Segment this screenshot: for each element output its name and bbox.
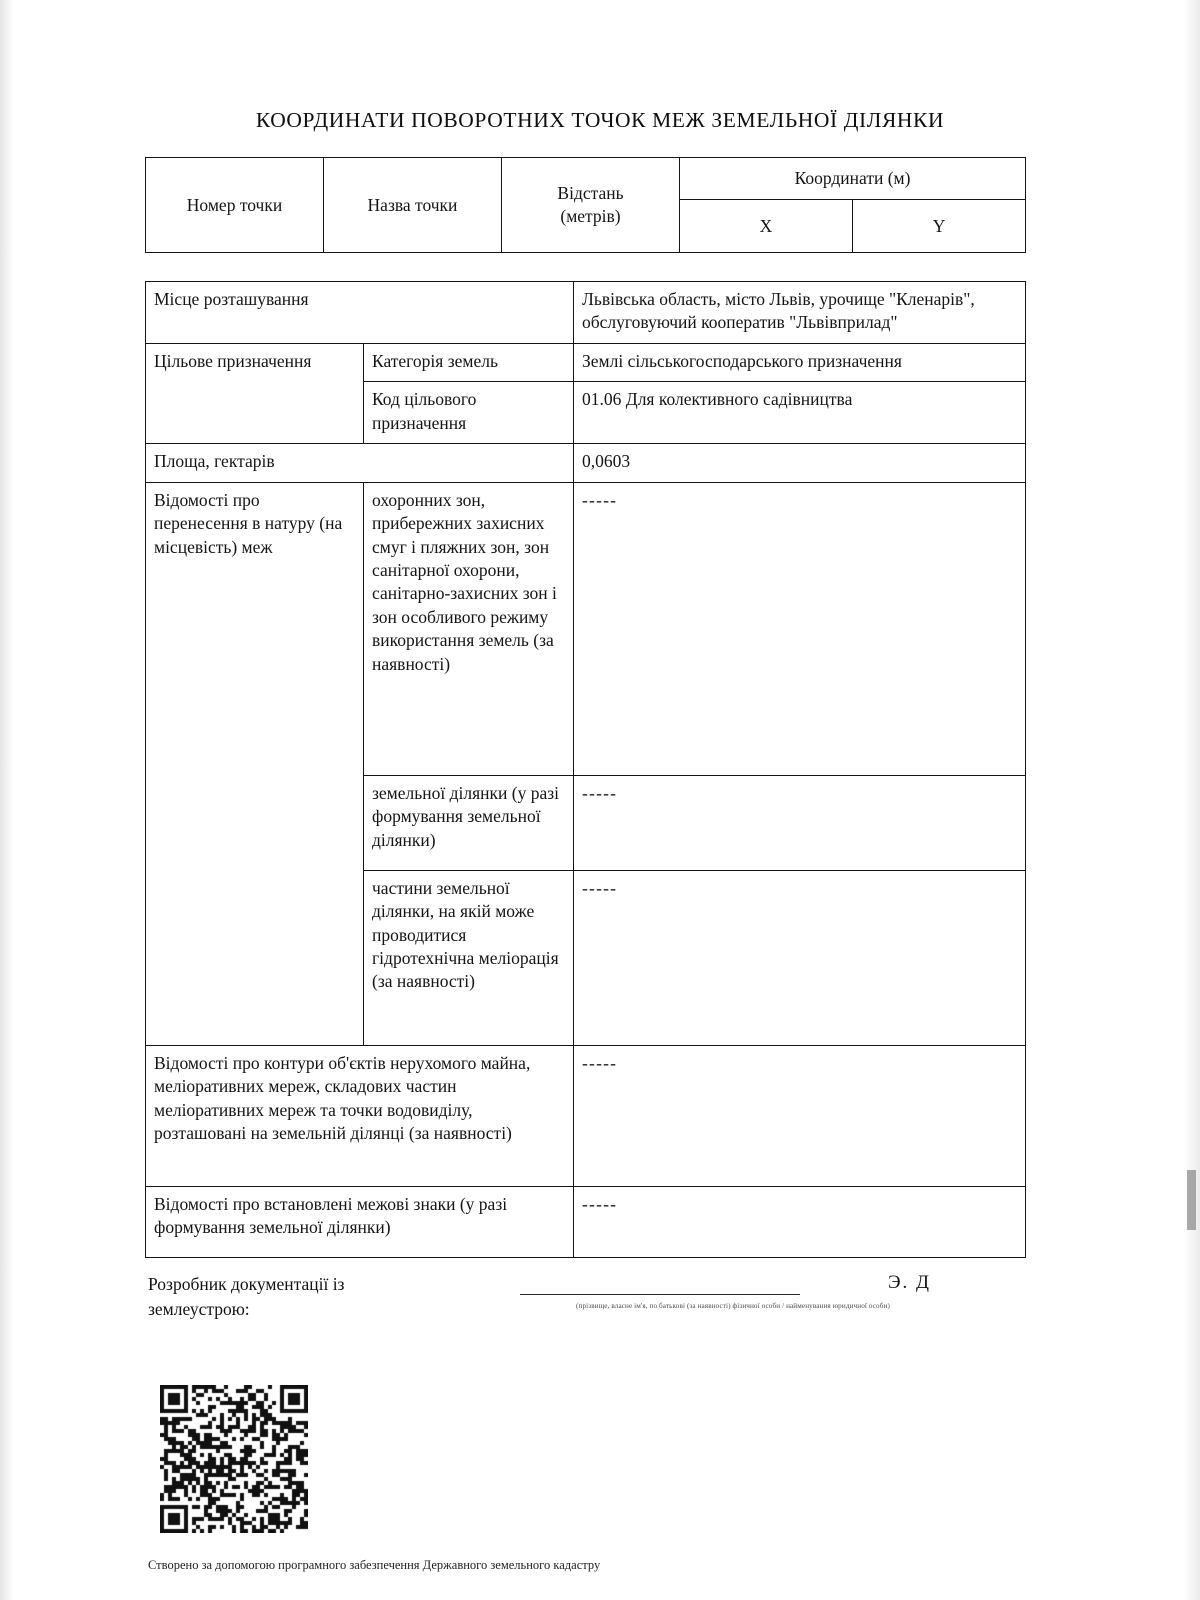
transfer-sub1-value: ----- [574, 482, 1026, 775]
table-row-contours [146, 1045, 1026, 1186]
purpose-code-label: Код цільового призначення [364, 382, 574, 444]
page-title: КООРДИНАТИ ПОВОРОТНИХ ТОЧОК МЕЖ ЗЕМЕЛЬНОЇ ДІЛЯНКИ [255, 108, 945, 132]
category-label: Категорія земель [364, 343, 574, 381]
signature-label: Розробник документації із землеустрою: [148, 1274, 345, 1320]
area-label: Площа, гектарів [146, 444, 574, 482]
transfer-sub3-value: ----- [574, 870, 1026, 1045]
column-header-x: X [680, 200, 853, 253]
column-header-y: Y [853, 200, 1026, 253]
table-header-row [146, 158, 1026, 200]
transfer-sub2-label: земельної ділянки (у разі формування земельної ділянки) [364, 775, 574, 870]
table-row-area [146, 444, 1026, 482]
column-header-point-number: Номер точки [146, 158, 324, 253]
transfer-label: Відомості про перенесення в натуру (на місцевість) меж [146, 482, 364, 1045]
column-header-point-name: Назва точки [324, 158, 502, 253]
transfer-sub1-label: охоронних зон, прибережних захисних смуг і пляжних зон, зон санітарної охорони, санітарно-захисних зон і зон особливого режиму використання земель (за наявності) [364, 482, 574, 775]
parcel-info-table [145, 281, 1026, 1258]
scan-edge-right [1184, 0, 1200, 1600]
signature-line [520, 1294, 800, 1295]
signature-initials: Э. Д [888, 1272, 932, 1293]
purpose-code-value: 01.06 Для колективного садівництва [574, 382, 1026, 444]
boundary-marks-value: ----- [574, 1186, 1026, 1257]
signature-caption: (прізвище, власне ім'я, по батькові (за наявності) фізичної особи / найменування юридичної особи) [576, 1301, 890, 1311]
footer-note: Створено за допомогою програмного забезпечення Державного земельного кадастру [148, 1558, 601, 1572]
column-header-distance [502, 158, 680, 253]
coordinates-table [145, 157, 1026, 253]
transfer-sub2-value: ----- [574, 775, 1026, 870]
area-value: 0,0603 [574, 444, 1026, 482]
qr-code [160, 1385, 308, 1533]
column-header-coordinates: Координати (м) [680, 158, 1026, 200]
contours-value: ----- [574, 1045, 1026, 1186]
column-header-distance-line2: (метрів) [560, 206, 621, 227]
category-value: Землі сільськогосподарського призначення [574, 343, 1026, 381]
table-row-transfer-zones [146, 482, 1026, 775]
table-row-category [146, 343, 1026, 381]
table-row-location [146, 282, 1026, 344]
transfer-sub3-label: частини земельної ділянки, на якій може проводитися гідротехнічна меліорація (за наявності) [364, 870, 574, 1045]
location-value: Львівська область, місто Львів, урочище "Кленарів", обслуговуючий кооператив "Львівприлад" [574, 282, 1026, 344]
contours-label: Відомості про контури об'єктів нерухомого майна, меліоративних мереж, складових частин меліоративних мереж та точки водовиділу, розташовані на земельній ділянці (за наявності) [146, 1045, 574, 1186]
column-header-distance-line1: Відстань [557, 182, 624, 203]
purpose-label: Цільове призначення [146, 343, 364, 443]
scan-edge-left [0, 0, 14, 1600]
location-label: Місце розташування [146, 282, 574, 344]
scan-artifact-mark [1187, 1170, 1196, 1230]
boundary-marks-label: Відомості про встановлені межові знаки (у разі формування земельної ділянки) [146, 1186, 574, 1257]
table-row-boundary-marks [146, 1186, 1026, 1257]
